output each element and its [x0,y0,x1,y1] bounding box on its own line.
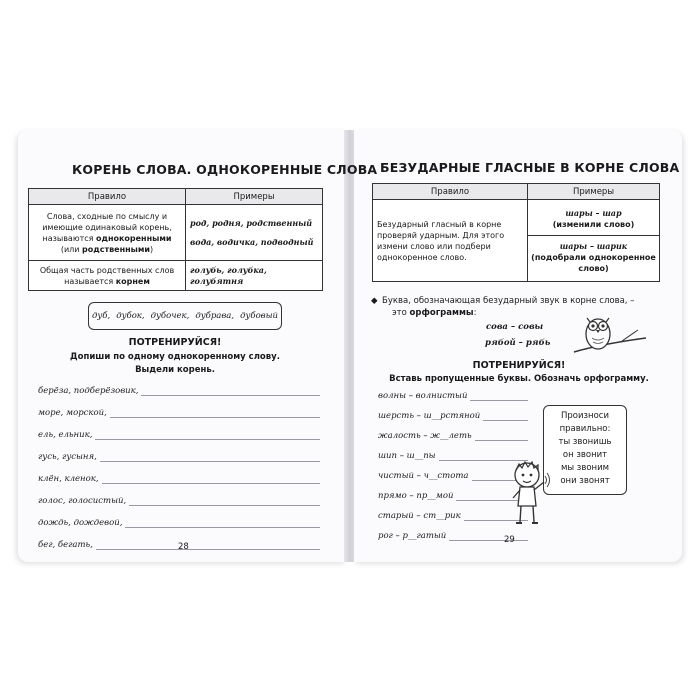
right-exercise-instruction: Вставь пропущенные буквы. Обозначь орфограмму. [389,374,649,384]
rule-cell: Безударный гласный в корне проверяй ударным. Для этого измени слово или подбери однокоренное слово. [373,200,528,282]
bullet-diamond-icon: ◆ [371,296,378,306]
rule-text: ) [150,244,154,254]
rule-highlight: однокоренными [95,233,172,243]
rule-highlight: корнем [115,276,150,286]
exercise-prompt: волны – волнистый [378,391,470,401]
answer-line[interactable] [38,427,320,441]
pronounce-item: мы звоним [560,463,610,473]
left-exercise-title: ПОТРЕНИРУЙСЯ! [128,337,222,348]
col-header-rule: Правило [29,189,186,205]
root-word: дубочек, [150,311,190,321]
rule-cell [29,205,186,261]
example-word: шары – шарик [559,240,628,251]
exercise-prompt: рог – р__гатый [378,531,449,541]
exercise-line[interactable] [378,428,528,442]
col-header-examples: Примеры [528,184,660,200]
answer-line[interactable] [38,449,320,463]
boy-illustration-icon [505,458,551,530]
root-word: дубрава, [195,311,235,321]
example-block [528,236,659,279]
answer-line[interactable] [38,405,320,419]
left-exercise-instruction: Допиши по одному однокоренному слову. [70,352,280,362]
answer-prompt: гусь, гусыня, [38,452,100,462]
left-exercise-instruction: Выдели корень. [135,365,215,375]
exercise-line[interactable] [378,388,528,402]
root-word: дуб, [91,311,111,321]
exercise-prompt: прямо – пр__мой [378,491,456,501]
example-word: шары – шар [565,207,622,218]
pronounce-item: ты звонишь [558,437,612,447]
rule-text: (или [60,244,83,254]
pronounce-item: он звонит [562,450,608,460]
rule-cell [29,261,186,291]
col-header-rule: Правило [373,184,528,200]
rule-highlight: родственными [82,244,151,254]
example-line: вода, водичка, подводный [190,236,314,247]
answer-line[interactable] [38,471,320,485]
answer-line[interactable] [38,515,320,529]
example-note: (изменили слово) [552,219,635,229]
left-rule-table [28,188,323,291]
col-header-examples: Примеры [186,189,323,205]
pronounce-heading: Произноси [561,411,609,421]
exercise-prompt: шип – ш__пы [378,451,439,461]
answer-prompt: берёза, подберёзовик, [38,386,141,396]
right-rule-table [372,183,660,282]
owl-example: рябой – рябь [485,338,551,348]
root-words-box [88,302,282,330]
example-line: род, родня, родственный [190,217,313,228]
answer-line[interactable] [38,383,320,397]
root-word: дубок, [116,311,145,321]
right-exercise-title: ПОТРЕНИРУЙСЯ! [472,360,566,371]
owl-example: сова – совы [486,322,544,332]
answer-prompt: клён, кленок, [38,474,102,484]
exercise-prompt: чистый – ч__стота [378,471,472,481]
root-word: дубовый [240,311,279,321]
owl-on-branch-icon [572,308,650,356]
bullet-highlight: орфограммы [409,308,474,318]
answer-prompt: море, морской, [38,408,110,418]
right-page-title: БЕЗУДАРНЫЕ ГЛАСНЫЕ В КОРНЕ СЛОВА [380,160,680,175]
answer-prompt: дождь, дождевой, [38,518,125,528]
page-number-right: 29 [504,535,515,545]
pronounce-box [543,405,627,495]
example-cell [186,205,323,261]
rule-text: Слова, сходные по смыслу и имеющие одинаковый корень, называются [42,211,172,243]
rule-text: Общая часть родственных слов называется [39,265,175,286]
example-line: голубь, голубка, голубятня [190,264,267,286]
bullet-text: Буква, обозначающая безударный звук в корне слова, – [382,296,635,306]
left-page-title: КОРЕНЬ СЛОВА. ОДНОКОРЕННЫЕ СЛОВА [72,162,378,177]
pronounce-item: они звонят [560,476,610,486]
bullet-text-line2 [392,308,476,319]
exercise-line[interactable] [378,408,528,422]
answer-prompt: голос, голосистый, [38,496,129,506]
exercise-prompt: шерсть – ш__рстяной [378,411,483,421]
example-block [528,203,659,236]
example-cell [186,261,323,291]
exercise-prompt: жалость – ж__леть [378,431,475,441]
answer-line[interactable] [38,493,320,507]
answer-prompt: бег, бегать, [38,540,96,550]
pronounce-heading: правильно: [559,424,611,434]
page-number-left: 28 [178,542,189,552]
example-note: (подобрали однокоренное слово) [531,252,656,273]
exercise-prompt: старый – ст__рик [378,511,464,521]
example-cell [528,200,660,282]
answer-prompt: ель, ельник, [38,430,95,440]
bullet-text: : [473,308,477,318]
bullet-text: это [392,308,410,318]
